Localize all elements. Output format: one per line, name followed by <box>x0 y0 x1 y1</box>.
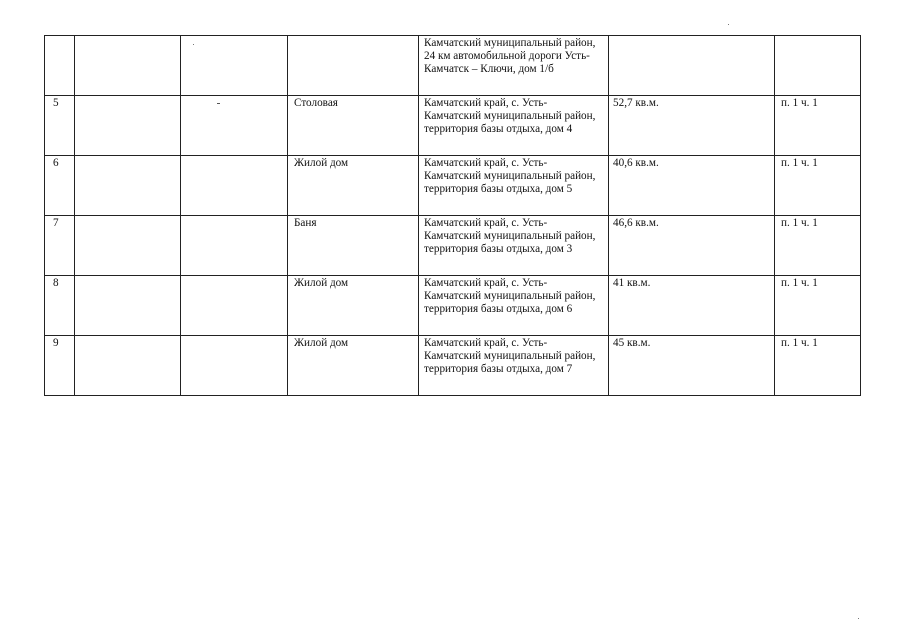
cell-empty <box>75 336 181 396</box>
cell-area: 40,6 кв.м. <box>609 156 775 216</box>
cell-norm <box>775 36 861 96</box>
cell-norm: п. 1 ч. 1 <box>775 216 861 276</box>
cell-address: Камчатский край, с. Усть-Камчатский муниципальный район, территория базы отдыха, дом 3 <box>419 216 609 276</box>
cell-num: 7 <box>45 216 75 276</box>
property-registry-table <box>44 35 861 396</box>
cell-num <box>45 36 75 96</box>
cell-area <box>609 36 775 96</box>
cell-empty <box>181 36 288 96</box>
cell-empty <box>181 276 288 336</box>
cell-name: Столовая <box>288 96 419 156</box>
cell-area: 45 кв.м. <box>609 336 775 396</box>
cell-num: 5 <box>45 96 75 156</box>
cell-empty <box>75 156 181 216</box>
cell-empty <box>75 216 181 276</box>
cell-num: 6 <box>45 156 75 216</box>
cell-empty <box>181 156 288 216</box>
scan-speck <box>728 24 729 25</box>
cell-empty <box>75 36 181 96</box>
cell-empty <box>75 276 181 336</box>
cell-address: Камчатский муниципальный район, 24 км автомобильной дороги Усть-Камчатск – Ключи, дом 1/б <box>419 36 609 96</box>
cell-num: 9 <box>45 336 75 396</box>
table-row <box>45 276 861 336</box>
cell-address: Камчатский край, с. Усть-Камчатский муниципальный район, территория базы отдыха, дом 7 <box>419 336 609 396</box>
table-row <box>45 156 861 216</box>
cell-empty <box>181 336 288 396</box>
cell-address: Камчатский край, с. Усть-Камчатский муниципальный район, территория базы отдыха, дом 5 <box>419 156 609 216</box>
cell-area: 52,7 кв.м. <box>609 96 775 156</box>
cell-area: 46,6 кв.м. <box>609 216 775 276</box>
cell-norm: п. 1 ч. 1 <box>775 336 861 396</box>
cell-area: 41 кв.м. <box>609 276 775 336</box>
table-row-continuation <box>45 36 861 96</box>
cell-name <box>288 36 419 96</box>
cell-norm: п. 1 ч. 1 <box>775 156 861 216</box>
scan-speck <box>858 618 859 619</box>
cell-num: 8 <box>45 276 75 336</box>
table-row <box>45 216 861 276</box>
table-row <box>45 336 861 396</box>
cell-address: Камчатский край, с. Усть-Камчатский муниципальный район, территория базы отдыха, дом 6 <box>419 276 609 336</box>
cell-empty <box>181 96 288 156</box>
cell-empty <box>75 96 181 156</box>
cell-name: Баня <box>288 216 419 276</box>
cell-address: Камчатский край, с. Усть-Камчатский муниципальный район, территория базы отдыха, дом 4 <box>419 96 609 156</box>
cell-empty <box>181 216 288 276</box>
cell-name: Жилой дом <box>288 156 419 216</box>
cell-name: Жилой дом <box>288 336 419 396</box>
cell-norm: п. 1 ч. 1 <box>775 276 861 336</box>
cell-norm: п. 1 ч. 1 <box>775 96 861 156</box>
table-row <box>45 96 861 156</box>
cell-name: Жилой дом <box>288 276 419 336</box>
